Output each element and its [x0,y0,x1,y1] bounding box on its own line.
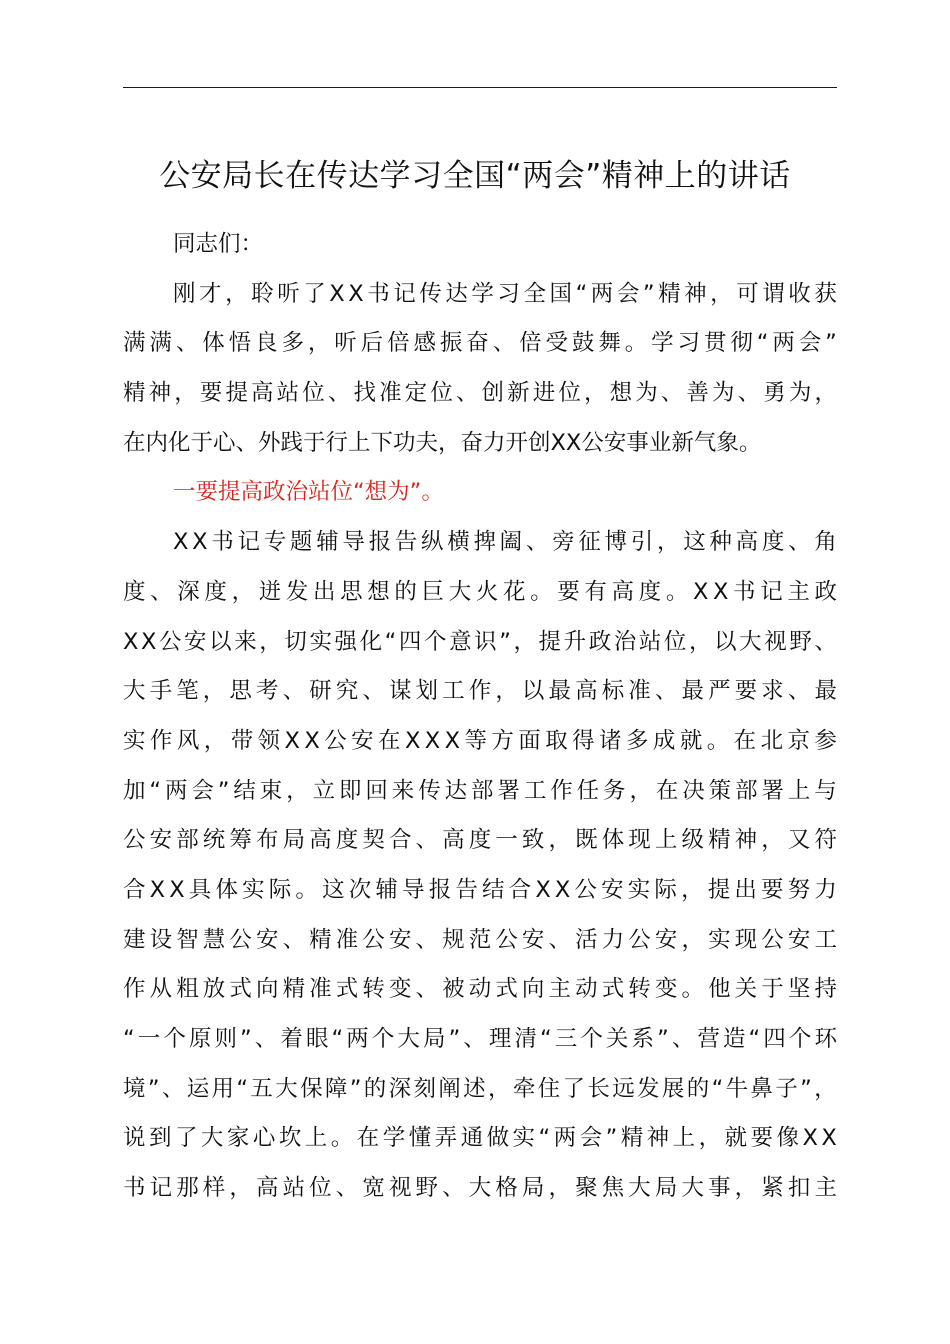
paragraph-line: 满 满 、 体 悟 良 多 ， 听 后 倍 感 振 奋 、 倍 受 鼓 舞 。 学 习 贯 彻 “ 两 会 ” [123,330,837,357]
paragraph-line: 加 “ 两 会 ” 结 束 ， 立 即 回 来 传 达 部 署 工 作 任 务 ， 在 决 策 部 署 上 与 [123,777,837,804]
section-heading: 一要提高政治站位“想为”。 [173,479,444,506]
paragraph-line: 境 ” 、 运 用 “ 五 大 保 障 ” 的 深 刻 阐 述 ， 牵 住 了 长 远 发 展 的 “ 牛 鼻 子 ” ， [123,1075,837,1102]
paragraph-line: 说 到 了 大 家 心 坎 上 。 在 学 懂 弄 通 做 实 “ 两 会 ” 精 神 上 ， 就 要 像 X X [123,1125,837,1152]
paragraph-line: 合 X X 具 体 实 际 。 这 次 辅 导 报 告 结 合 X X 公 安 实 际 ， 提 出 要 努 力 [123,876,837,903]
paragraph-line: 精 神 ， 要 提 高 站 位 、 找 准 定 位 、 创 新 进 位 ， 想 为 、 善 为 、 勇 为 ， [123,380,837,407]
paragraph-line: 建 设 智 慧 公 安 、 精 准 公 安 、 规 范 公 安 、 活 力 公 安 ， 实 现 公 安 工 [123,926,837,953]
document-title: 公安局长在传达学习全国“两会”精神上的讲话 [159,158,791,194]
paragraph-line: 公 安 部 统 筹 布 局 高 度 契 合 、 高 度 一 致 ， 既 体 现 上 级 精 神 ， 又 符 [123,827,837,854]
paragraph-line: 刚 才 ， 聆 听 了 X X 书 记 传 达 学 习 全 国 “ 两 会 ” 精 神 ， 可 谓 收 获 [173,280,837,307]
paragraph-line: 大 手 笔 ， 思 考 、 研 究 、 谋 划 工 作 ， 以 最 高 标 准 、 最 严 要 求 、 最 [123,678,837,705]
header-rule [123,87,837,88]
paragraph-line: X X 书 记 专 题 辅 导 报 告 纵 横 捭 阖 、 旁 征 博 引 ， 这 种 高 度 、 角 [173,529,837,556]
paragraph-line: “ 一 个 原 则 ” 、 着 眼 “ 两 个 大 局 ” 、 理 清 “ 三 个 关 系 ” 、 营 造 “ 四 个 环 [123,1026,837,1052]
paragraph-line: 书 记 那 样 ， 高 站 位 、 宽 视 野 、 大 格 局 ， 聚 焦 大 局 大 事 ， 紧 扣 主 [123,1175,837,1202]
paragraph-line: 在内化于心、外践于行上下功夫，奋力开创XX公安事业新气象。 [123,429,762,456]
document-body [123,220,837,1214]
paragraph-line: X X 公 安 以 来 ， 切 实 强 化 “ 四 个 意 识 ” ， 提 升 政 治 站 位 ， 以 大 视 野 、 [123,628,837,655]
paragraph-line: 度 、 深 度 ， 迸 发 出 思 想 的 巨 大 火 花 。 要 有 高 度 。 X X 书 记 主 政 [123,578,837,605]
paragraph-line: 作 从 粗 放 式 向 精 准 式 转 变 、 被 动 式 向 主 动 式 转 变 。 他 关 于 坚 持 [123,976,837,1003]
salutation: 同志们： [173,231,264,257]
paragraph-line: 实 作 风 ， 带 领 X X 公 安 在 X X X 等 方 面 取 得 诸 多 成 就 。 在 北 京 参 [123,727,837,754]
